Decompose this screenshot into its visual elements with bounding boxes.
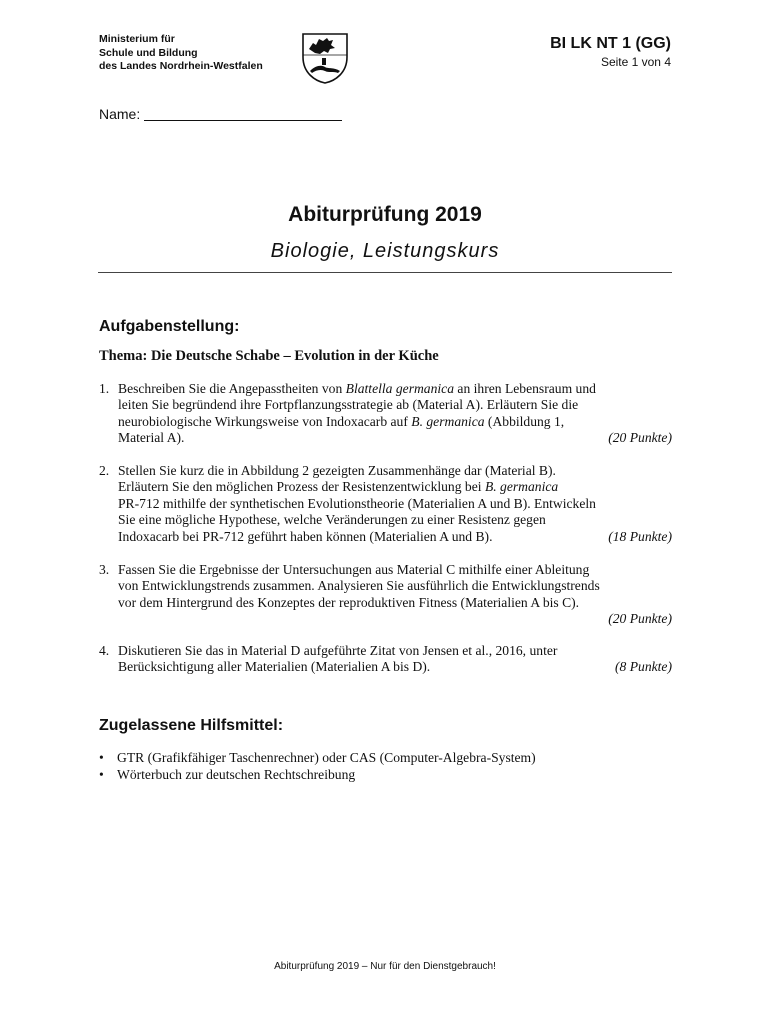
task-number: 1. [99,381,110,396]
task-number: 2. [99,463,110,478]
bullet-icon: • [99,750,104,765]
ministry-line-1: Ministerium für [99,33,175,45]
aids-heading: Zugelassene Hilfsmittel: [99,717,284,734]
ministry-name [99,33,263,74]
name-label: Name: [99,106,141,122]
document-code: BI LK NT 1 (GG) [550,35,671,52]
task-4 [99,643,672,676]
bullet-icon: • [99,767,104,782]
task-points: (20 Punkte) [608,611,672,627]
task-2 [99,463,672,545]
exam-title: Abiturprüfung 2019 [288,203,482,226]
exam-subtitle: Biologie, Leistungskurs [270,240,500,262]
task-line: (18 Punkte) Indoxacarb bei PR-712 geführt haben können (Materialien A und B). [118,528,672,544]
page-number: Seite 1 von 4 [600,55,671,69]
task-3 [99,562,672,628]
task-line: leiten Sie begründend ihre Fortpflanzungsstrategie ab (Material A). Erläutern Sie die [118,397,579,413]
name-blank-line [144,106,342,121]
task-line: Beschreiben Sie die Angepasstheiten von Blattella germanica an ihren Lebensraum und [118,381,596,396]
nrw-coat-of-arms-logo [300,31,350,85]
task-line: (8 Punkte) Berücksichtigung aller Materialien (Materialien A bis D). [118,659,672,675]
task-number: 3. [99,562,110,577]
task-line [118,611,672,627]
task-line: (20 Punkte) Material A). [118,430,672,446]
ministry-line-3: des Landes Nordrhein-Westfalen [99,60,263,72]
ministry-line-2: Schule und Bildung [99,46,198,59]
task-1 [99,381,672,447]
aid-item: • Wörterbuch zur deutschen Rechtschreibung [99,767,356,782]
task-line: Sie eine mögliche Hypothese, welche Veränderungen zu einer Resistenz gegen [118,512,546,528]
task-line: Fassen Sie die Ergebnisse der Untersuchungen aus Material C mithilfe einer Ableitung [118,562,590,577]
task-line: neurobiologische Wirkungsweise von Indoxacarb auf B. germanica (Abbildung 1, [118,413,565,429]
name-field [99,106,342,122]
task-points: (20 Punkte) [608,430,672,446]
task-line: von Entwicklungstrends zusammen. Analysieren Sie ausführlich die Entwicklungstrends [118,578,600,594]
title-divider [98,272,672,273]
task-line: Diskutieren Sie das in Material D aufgeführte Zitat von Jensen et al., 2016, unter [118,643,558,658]
task-line: vor dem Hintergrund des Konzeptes der reproduktiven Fitness (Materialien A bis C). [118,594,580,610]
task-points: (8 Punkte) [615,659,672,675]
aid-item: • GTR (Grafikfähiger Taschenrechner) oder CAS (Computer-Algebra-System) [99,750,536,765]
task-number: 4. [99,643,110,658]
tasks-heading: Aufgabenstellung: [99,318,240,335]
task-points: (18 Punkte) [608,528,672,544]
page-footer: Abiturprüfung 2019 – Nur für den Dienstgebrauch! [274,961,496,972]
task-line: Stellen Sie kurz die in Abbildung 2 gezeigten Zusammenhänge dar (Material B). [118,463,556,478]
theme-heading: Thema: Die Deutsche Schabe – Evolution in der Küche [99,348,439,364]
task-line: Erläutern Sie den möglichen Prozess der Resistenzentwicklung bei B. germanica [118,479,559,495]
task-line: PR-712 mithilfe der synthetischen Evolutionstheorie (Materialien A und B). Entwickeln [118,495,596,511]
